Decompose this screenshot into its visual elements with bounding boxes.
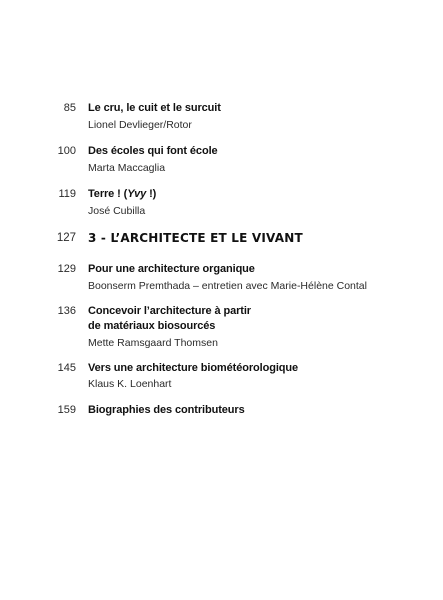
entry-title-italic: Yvy: [127, 188, 147, 200]
entry-author: José Cubilla: [88, 205, 146, 217]
page-number: 119: [58, 188, 76, 200]
entry-author: Marta Maccaglia: [88, 162, 166, 174]
entry-title: Biographies des contributeurs: [88, 404, 245, 416]
entry-author: Boonserm Premthada – entretien avec Marie-Hélène Contal: [88, 280, 367, 292]
page-number: 100: [57, 145, 76, 157]
entry-author: Klaus K. Loenhart: [88, 378, 172, 390]
entry-title: Pour une architecture organique: [88, 263, 255, 275]
section-title: 3 - L’ARCHITECTE ET LE VIVANT: [88, 231, 303, 245]
entry-title-start: Terre ! (: [88, 188, 128, 200]
entry-title: [88, 186, 156, 202]
page-number: 145: [57, 362, 76, 374]
page-number: 127: [56, 232, 76, 244]
page-number: 129: [57, 263, 76, 275]
entry-author: Mette Ramsgaard Thomsen: [88, 337, 218, 349]
entry-author: Lionel Devlieger/Rotor: [88, 119, 192, 131]
entry-title: Vers une architecture biométéorologique: [88, 362, 299, 374]
entry-title: Le cru, le cuit et le surcuit: [88, 102, 221, 114]
page-number: 85: [63, 102, 76, 114]
page-number: 136: [57, 305, 76, 317]
entry-title-line-1: Concevoir l’architecture à partir: [88, 305, 251, 317]
page-number: 159: [57, 404, 76, 416]
entry-title-end: !): [146, 188, 157, 200]
entry-title-line-2: de matériaux biosourcés: [88, 320, 216, 332]
entry-title: Des écoles qui font école: [88, 145, 218, 157]
